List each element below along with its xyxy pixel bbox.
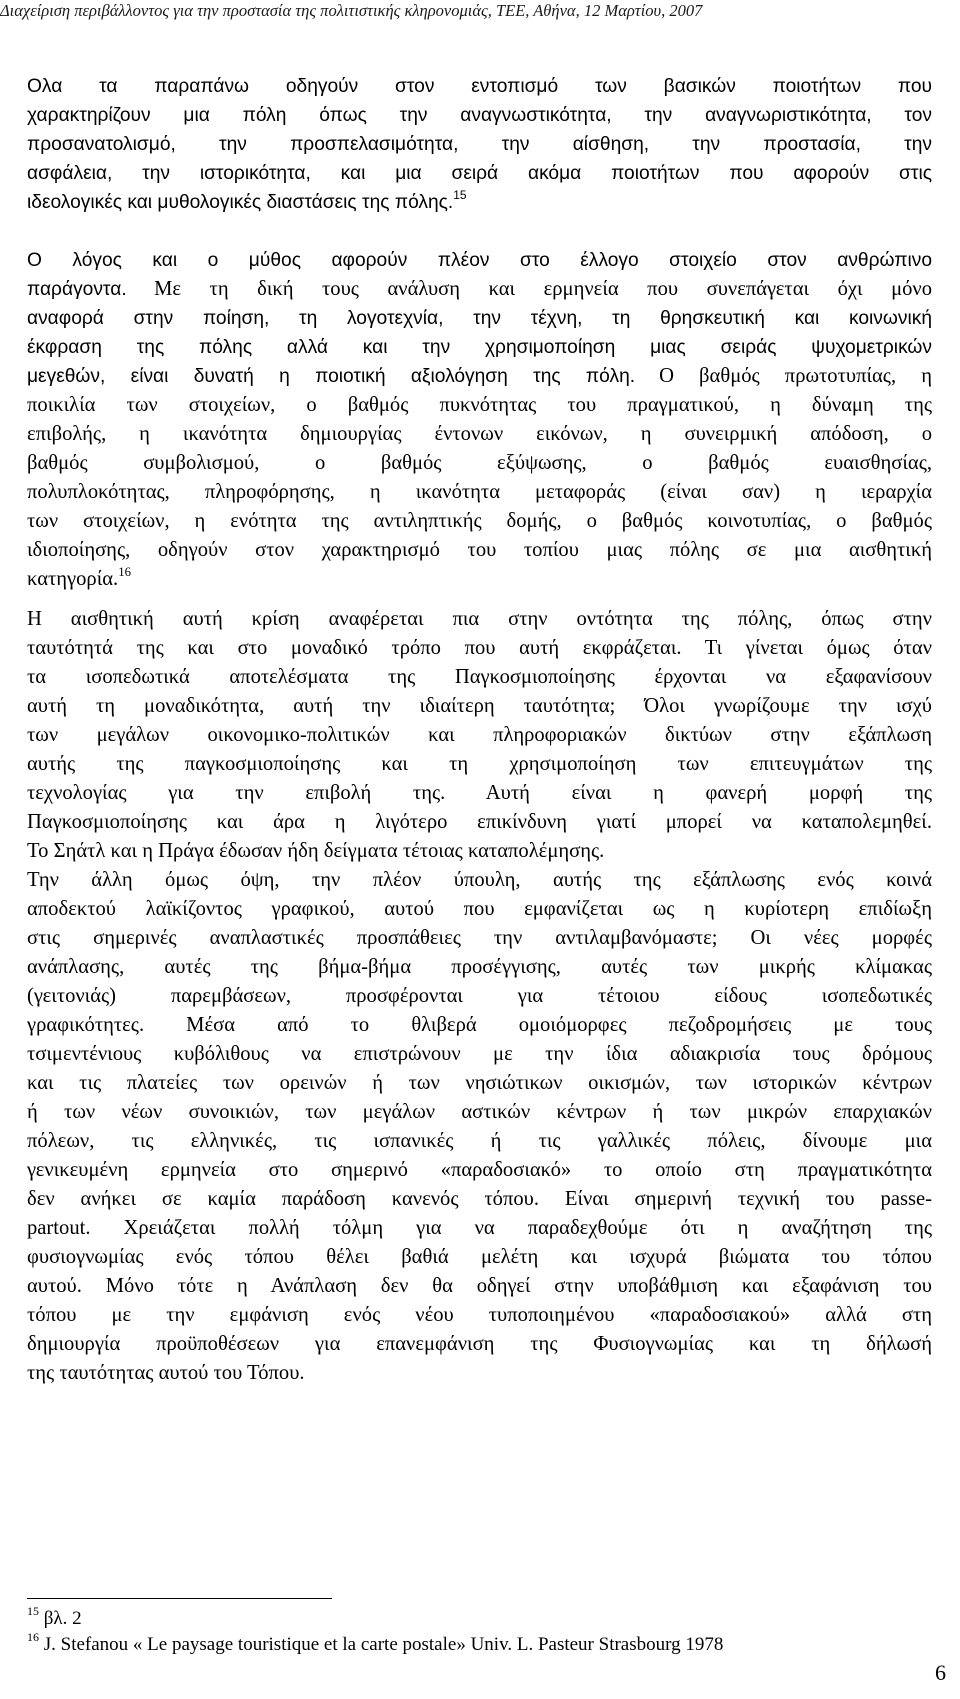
text-run: Με τη δική τους ανάλυση και ερμηνεία που συνεπάγεται όχι μόνο [154, 278, 933, 300]
running-header: Διαχείριση περιβάλλοντος για την προστασία της πολιτιστικής κληρονομιάς, ΤΕΕ, Αθήνα, 12 Μαρτίου, 2007 [0, 1, 703, 20]
text-line [27, 275, 932, 304]
text-line: partout. Χρειάζεται πολλή τόλμη για να παραδεχθούμε ότι η αναζήτηση της [27, 1217, 932, 1239]
text-line: ασφάλεια, την ιστορικότητα, και μια σειρά ακόμα ποιοτήτων που αφορούν στις [27, 163, 932, 184]
text-line: τεχνολογίας για την επιβολή της. Αυτή είναι η φανερή μορφή της [27, 782, 932, 804]
footnote-divider [27, 1598, 332, 1599]
text-line: πόλεων, τις ελληνικές, τις ισπανικές ή τις γαλλικές πόλεις, δίνουμε μια [27, 1130, 932, 1152]
text-line: Το Σηάτλ και η Πράγα έδωσαν ήδη δείγματα τέτοιας καταπολέμησης. [27, 840, 605, 862]
text-run: ιδεολογικές και μυθολογικές διαστάσεις της πόλης. [27, 192, 454, 213]
text-line: έκφραση της πόλης αλλά και την χρησιμοποίηση μιας σειράς ψυχομετρικών [27, 337, 932, 358]
text-run: μεγεθών, είναι δυνατή η ποιοτική αξιολόγηση της πόλη. [27, 366, 636, 387]
text-line: φυσιογνωμίας ενός τόπου θέλει βαθιά μελέτη και ισχυρά βιώματα του τόπου [27, 1246, 932, 1268]
text-line: πολυπλοκότητας, πληροφόρησης, η ικανότητα μεταφοράς (είναι σαν) η ιεραρχία [27, 481, 932, 503]
text-line: χαρακτηρίζουν μια πόλη όπως την αναγνωστικότητα, την αναγνωριστικότητα, τον [27, 105, 932, 126]
paragraph-2 [27, 246, 932, 594]
text-line: τα ισοπεδωτικά αποτελέσματα της Παγκοσμιοποίησης έρχονται να εξαφανίσουν [27, 666, 932, 688]
text-run: Ο βαθμός πρωτοτυπίας, η [659, 365, 933, 387]
text-line: τόπου με την εμφάνιση ενός νέου τυποποιημένου «παραδοσιακού» αλλά στη [27, 1304, 932, 1326]
text-run: κατηγορία. [27, 568, 119, 590]
text-line [27, 565, 932, 594]
text-line: Η αισθητική αυτή κρίση αναφέρεται πια στην οντότητα της πόλης, όπως στην [27, 608, 932, 630]
text-line: Παγκοσμιοποίησης και άρα η λιγότερο επικίνδυνη γιατί μπορεί να καταπολεμηθεί. [27, 811, 932, 833]
text-line: δεν ανήκει σε καμία παράδοση κανενός τόπου. Είναι σημερινή τεχνική του passe- [27, 1188, 932, 1210]
text-line: αυτή τη μοναδικότητα, αυτή την ιδιαίτερη ταυτότητα; Όλοι γνωρίζουμε την ισχύ [27, 695, 932, 717]
text-line: αποδεκτού λαϊκίζοντος γραφικού, αυτού που εμφανίζεται ως η κυρίοτερη επιδίωξη [27, 898, 932, 920]
text-line [27, 362, 932, 391]
footnote-15 [27, 1606, 82, 1632]
footnote-number: 16 [27, 1630, 39, 1645]
text-line: τσιμεντένιους κυβόλιθους να επιστρώνουν με την ίδια αδιακρισία τους δρόμους [27, 1043, 932, 1065]
text-line: γραφικότητες. Μέσα από το θλιβερά ομοιόμορφες πεζοδρομήσεις με τους [27, 1014, 932, 1036]
paragraph-1 [27, 72, 932, 217]
text-line: ή των νέων συνοικιών, των μεγάλων αστικών κέντρων ή των μικρών επαρχιακών [27, 1101, 932, 1123]
text-line: προσανατολισμό, την προσπελασιμότητα, την αίσθηση, την προστασία, την [27, 134, 932, 155]
text-line: γενικευμένη ερμηνεία στο σημερινό «παραδοσιακό» το οποίο στη πραγματικότητα [27, 1159, 932, 1181]
footnote-ref-15: 15 [453, 188, 467, 203]
text-run: παράγοντα. [27, 279, 127, 300]
footnote-ref-16: 16 [118, 564, 131, 579]
text-line: Ολα τα παραπάνω οδηγούν στον εντοπισμό των βασικών ποιοτήτων που [27, 76, 932, 97]
text-line: αυτής της παγκοσμιοποίησης και τη χρησιμοποίηση των επιτευγμάτων της [27, 753, 932, 775]
text-line: βαθμός συμβολισμού, ο βαθμός εξύψωσης, ο βαθμός ευαισθησίας, [27, 452, 932, 474]
text-line: των στοιχείων, η ενότητα της αντιληπτικής δομής, ο βαθμός κοινοτυπίας, ο βαθμός [27, 510, 932, 532]
text-line: (γειτονιάς) παρεμβάσεων, προσφέρονται για τέτοιου είδους ισοπεδωτικές [27, 985, 932, 1007]
text-line: Ο λόγος και ο μύθος αφορούν πλέον στο έλλογο στοιχείο στον ανθρώπινο [27, 250, 932, 271]
footnote-16 [27, 1632, 723, 1658]
text-line: στις σημερινές αναπλαστικές προσπάθειες την αντιλαμβανόμαστε; Οι νέες μορφές [27, 927, 932, 949]
paragraph-3 [27, 605, 932, 866]
footnote-text: J. Stefanou « Le paysage touristique et la carte postale» Univ. L. Pasteur Strasbourg 1978 [43, 1634, 724, 1655]
paragraph-4 [27, 866, 932, 1388]
page-number: 6 [935, 1660, 946, 1685]
text-line: αναφορά στην ποίηση, τη λογοτεχνία, την τέχνη, τη θρησκευτική και κοινωνική [27, 308, 932, 329]
text-line: ιδιοποίησης, οδηγούν στον χαρακτηρισμό του τοπίου μιας πόλης σε μια αισθητική [27, 539, 932, 561]
text-line: επιβολής, η ικανότητα δημιουργίας έντονων εικόνων, η συνειρμική απόδοση, ο [27, 423, 932, 445]
text-line: ταυτότητά της και στο μοναδικό τρόπο που αυτή εκφράζεται. Τι γίνεται όμως όταν [27, 637, 932, 659]
text-line: και τις πλατείες των ορεινών ή των νησιώτικων οικισμών, των ιστορικών κέντρων [27, 1072, 932, 1094]
text-line: ποικιλία των στοιχείων, ο βαθμός πυκνότητας του πραγματικού, η δύναμη της [27, 394, 932, 416]
text-line: των μεγάλων οικονομικο-πολιτικών και πληροφοριακών δικτύων στην εξάπλωση [27, 724, 932, 746]
text-line: αυτού. Μόνο τότε η Ανάπλαση δεν θα οδηγεί στην υποβάθμιση και εξαφάνιση του [27, 1275, 932, 1297]
text-line [27, 188, 932, 217]
footnote-number: 15 [27, 1604, 39, 1619]
text-line: ανάπλασης, αυτές της βήμα-βήμα προσέγγισης, αυτές των μικρής κλίμακας [27, 956, 932, 978]
text-line: δημιουργία προϋποθέσεων για επανεμφάνιση της Φυσιογνωμίας και τη δήλωσή [27, 1333, 932, 1355]
text-line: της ταυτότητας αυτού του Τόπου. [27, 1362, 305, 1384]
text-line: Την άλλη όμως όψη, την πλέον ύπουλη, αυτής της εξάπλωσης ενός κοινά [27, 869, 932, 891]
footnote-text: βλ. 2 [43, 1608, 82, 1629]
